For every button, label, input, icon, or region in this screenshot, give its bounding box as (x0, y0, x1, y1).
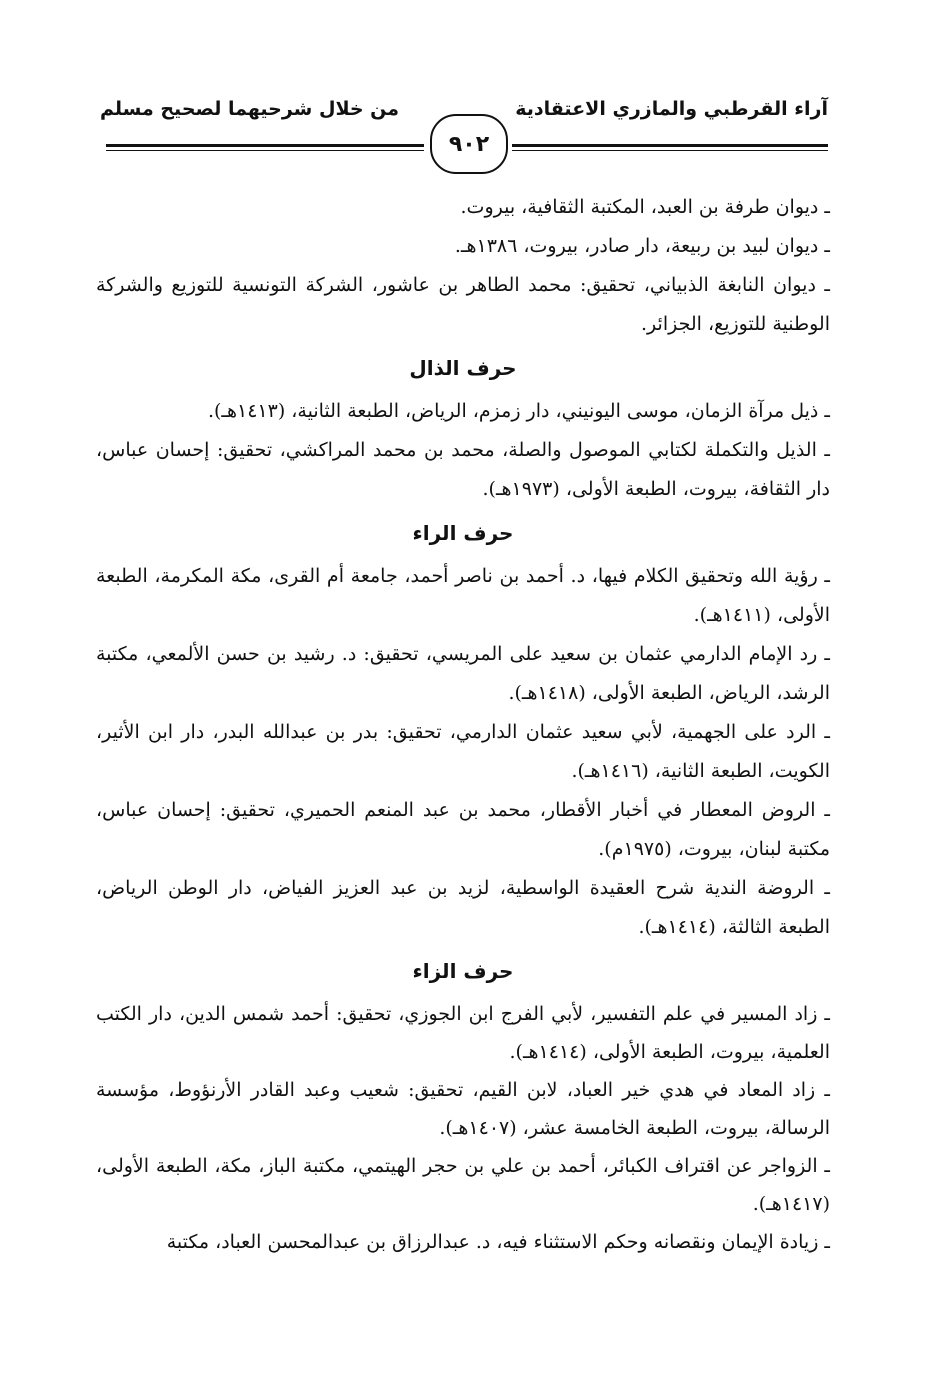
header-rule-left (106, 144, 424, 151)
bibliography-entry: ـ ديوان طرفة بن العبد، المكتبة الثقافية، بيروت. (460, 196, 830, 218)
section-heading-dhal: حرف الذال (409, 356, 517, 380)
bibliography-content (96, 188, 830, 1261)
bibliography-entry: ـ رؤية الله وتحقيق الكلام فيها، د. أحمد بن ناصر أحمد، جامعة أم القرى، مكة المكرمة، الطبعة الأولى، (١٤١١هـ). (96, 565, 830, 626)
bibliography-entry: ـ رد الإمام الدارمي عثمان بن سعيد على المريسي، تحقيق: د. رشيد بن حسن الألمعي، مكتبة الرشد، الرياض، الطبعة الأولى، (١٤١٨هـ). (96, 643, 830, 704)
bibliography-entry: ـ ذيل مرآة الزمان، موسى اليونيني، دار زمزم، الرياض، الطبعة الثانية، (١٤١٣هـ). (207, 400, 830, 422)
page-number: ٩٠٢ (448, 131, 490, 157)
bibliography-entry: ـ زاد المسير في علم التفسير، لأبي الفرج ابن الجوزي، تحقيق: أحمد شمس الدين، دار الكتب العلمية، بيروت، الطبعة الأولى، (١٤١٤هـ). (96, 1003, 830, 1063)
bibliography-entry: ـ الروضة الندية شرح العقيدة الواسطية، لزيد بن عبد العزيز الفياض، دار الوطن الرياض، الطبعة الثالثة، (١٤١٤هـ). (96, 877, 830, 938)
bibliography-entry: ـ الروض المعطار في أخبار الأقطار، محمد بن عبد المنعم الحميري، تحقيق: إحسان عباس، مكتبة لبنان، بيروت، (١٩٧٥م). (96, 799, 830, 860)
section-heading-ra: حرف الراء (412, 521, 514, 545)
running-title-right: آراء القرطبي والمازري الاعتقادية (515, 98, 828, 120)
running-title-left: من خلال شرحيهما لصحيح مسلم (100, 98, 400, 120)
page-number-frame (430, 114, 508, 174)
bibliography-entry: ـ الرد على الجهمية، لأبي سعيد عثمان الدارمي، تحقيق: بدر بن عبدالله البدر، دار ابن الأثير، الكويت، الطبعة الثانية، (١٤١٦هـ). (96, 721, 830, 782)
bibliography-entry: ـ ديوان لبيد بن ربيعة، دار صادر، بيروت، ١٣٨٦هـ. (454, 235, 830, 257)
section-heading-zay: حرف الزاء (412, 959, 514, 983)
header-rule-right (512, 144, 828, 151)
bibliography-entry: ـ زيادة الإيمان ونقصانه وحكم الاستثناء فيه، د. عبدالرزاق بن عبدالمحسن العباد، مكتبة (166, 1231, 830, 1253)
bibliography-entry: ـ ديوان النابغة الذبياني، تحقيق: محمد الطاهر بن عاشور، الشركة التونسية للتوزيع والشركة الوطنية للتوزيع، الجزائر. (96, 274, 830, 335)
bibliography-entry: ـ زاد المعاد في هدي خير العباد، لابن القيم، تحقيق: شعيب وعبد القادر الأرنؤوط، مؤسسة الرسالة، بيروت، الطبعة الخامسة عشر، (١٤٠٧هـ). (96, 1079, 830, 1139)
page-header (100, 92, 828, 202)
bibliography-entry: ـ الذيل والتكملة لكتابي الموصول والصلة، محمد بن محمد المراكشي، تحقيق: إحسان عباس، دار الثقافة، بيروت، الطبعة الأولى، (١٩٧٣هـ). (96, 439, 830, 500)
bibliography-entry: ـ الزواجر عن اقتراف الكبائر، أحمد بن علي بن حجر الهيتمي، مكتبة الباز، مكة، الطبعة الأولى، (١٤١٧هـ). (96, 1155, 830, 1215)
